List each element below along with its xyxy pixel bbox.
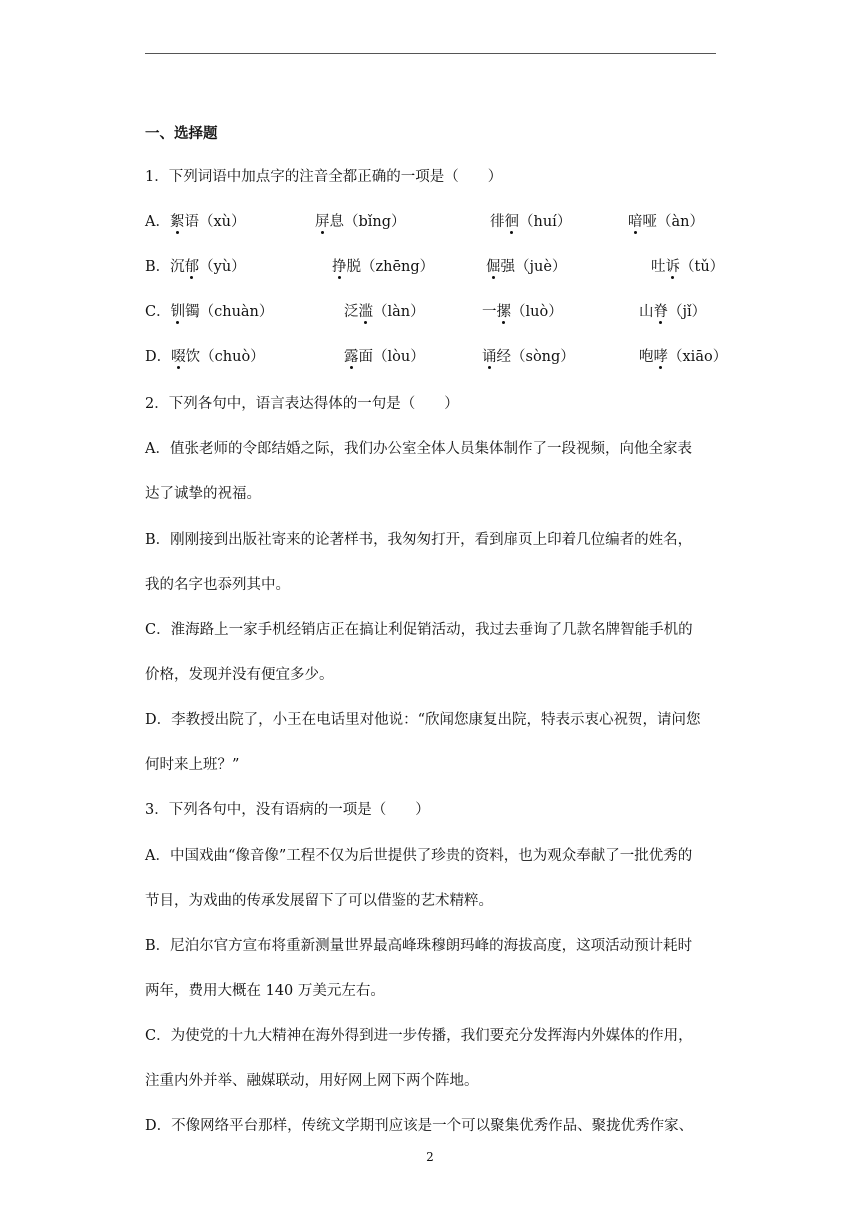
dotted-character: 钏 <box>170 304 186 320</box>
q1-option-c-word-3: 一摞（luò） <box>482 304 563 320</box>
q1-option-a <box>145 212 716 232</box>
q3-option-d-line1: D．不像网络平台那样，传统文学期刊应该是一个可以聚集优秀作品、聚拢优秀作家、 <box>145 1118 694 1134</box>
dotted-character: 屏 <box>315 214 330 230</box>
page-number: 2 <box>426 1150 434 1164</box>
q1-option-d-word-4: 咆哮（xiāo） <box>639 349 728 365</box>
q2-option-b-line2: 我的名字也忝列其中。 <box>145 577 290 593</box>
q2-option-a-line1: A．值张老师的令郎结婚之际，我们办公室全体人员集体制作了一段视频，向他全家表 <box>145 441 692 457</box>
q1-option-c <box>145 302 716 322</box>
q1-option-d <box>145 347 728 367</box>
dotted-character: 诵 <box>482 349 497 365</box>
q3-stem: 3．下列各句中，没有语病的一项是（ ） <box>145 802 430 818</box>
q1-option-c-word-4: 山脊（jǐ） <box>639 304 707 320</box>
q1-option-a-word-3: 徘徊（huí） <box>490 214 572 230</box>
q2-option-c-line2: 价格，发现并没有便宜多少。 <box>145 667 334 683</box>
q1-option-b <box>145 257 725 277</box>
q2-option-c-line1: C．淮海路上一家手机经销店正在搞让利促销活动，我过去垂询了几款名牌智能手机的 <box>145 622 693 638</box>
q2-option-b-line1: B．刚刚接到出版社寄来的论著样书，我匆匆打开，看到扉页上印着几位编者的姓名， <box>145 532 693 548</box>
dotted-character: 倔 <box>486 259 501 275</box>
q1-stem: 1．下列词语中加点字的注音全都正确的一项是（ ） <box>145 169 503 185</box>
dotted-character: 徊 <box>504 214 519 230</box>
dotted-character: 絮 <box>169 214 185 230</box>
q2-option-d-line2: 何时来上班？” <box>145 757 240 773</box>
dotted-character: 摞 <box>496 304 511 320</box>
q1-option-a-word-1: A．絮语（xù） <box>145 214 246 230</box>
dotted-character: 挣 <box>332 259 347 275</box>
header-rule <box>145 53 716 54</box>
q3-option-a-line1: A．中国戏曲“像音像”工程不仅为后世提供了珍贵的资料，也为观众奉献了一批优秀的 <box>145 848 693 864</box>
q1-option-d-word-1: D．啜饮（chuò） <box>145 349 265 365</box>
dotted-character: 郁 <box>184 259 200 275</box>
dotted-character: 露 <box>344 349 359 365</box>
q1-option-a-word-2: 屏息（bǐng） <box>315 214 406 230</box>
dotted-character: 啜 <box>171 349 186 365</box>
q2-option-a-line2: 达了诚挚的祝福。 <box>145 486 261 502</box>
q1-option-b-word-2: 挣脱（zhēng） <box>332 259 435 275</box>
q1-option-b-word-3: 倔强（juè） <box>486 259 567 275</box>
q1-option-d-word-3: 诵经（sòng） <box>482 349 575 365</box>
section-title: 一、选择题 <box>145 126 218 142</box>
q1-option-d-word-2: 露面（lòu） <box>344 349 425 365</box>
option-label: A． <box>145 214 170 230</box>
q2-option-d-line1: D．李教授出院了，小王在电话里对他说：“欣闻您康复出院，特表示衷心祝贺，请问您 <box>145 712 701 728</box>
option-label: C． <box>145 304 171 320</box>
dotted-character: 脊 <box>653 304 668 320</box>
q1-option-c-word-2: 泛滥（làn） <box>344 304 425 320</box>
q3-option-b-line1: B．尼泊尔官方宣布将重新测量世界最高峰珠穆朗玛峰的海拔高度，这项活动预计耗时 <box>145 938 693 954</box>
q3-option-b-line2: 两年，费用大概在 140 万美元左右。 <box>145 983 385 999</box>
option-label: B． <box>145 259 171 275</box>
q3-option-a-line2: 节目，为戏曲的传承发展留下了可以借鉴的艺术精粹。 <box>145 893 493 909</box>
q1-option-b-word-1: B．沉郁（yù） <box>145 259 246 275</box>
q1-option-a-word-4: 喑哑（àn） <box>628 214 704 230</box>
q1-option-b-word-4: 吐诉（tǔ） <box>651 259 725 275</box>
q3-option-c-line1: C．为使党的十九大精神在海外得到进一步传播，我们要充分发挥海内外媒体的作用， <box>145 1028 693 1044</box>
q2-stem: 2．下列各句中，语言表达得体的一句是（ ） <box>145 396 459 412</box>
option-label: D． <box>145 349 172 365</box>
dotted-character: 滥 <box>358 304 373 320</box>
q1-option-c-word-1: C．钏镯（chuàn） <box>145 304 274 320</box>
q3-option-c-line2: 注重内外并举、融媒联动，用好网上网下两个阵地。 <box>145 1073 479 1089</box>
dotted-character: 哮 <box>653 349 668 365</box>
dotted-character: 喑 <box>628 214 643 230</box>
dotted-character: 诉 <box>665 259 680 275</box>
